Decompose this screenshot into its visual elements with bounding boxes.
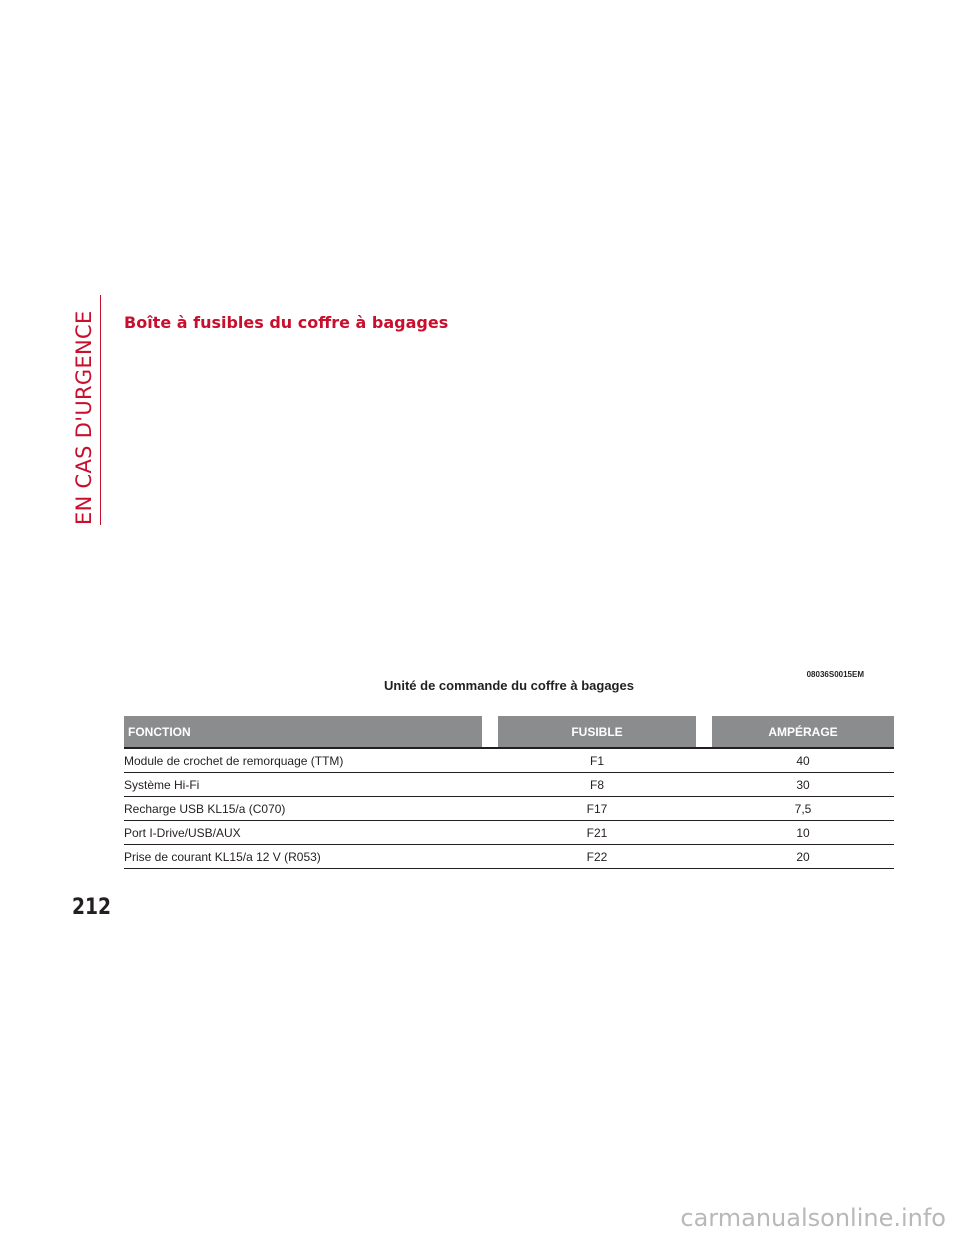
cell-amperage: 40 bbox=[712, 749, 894, 773]
cell-function: Recharge USB KL15/a (C070) bbox=[124, 797, 482, 821]
cell-gap bbox=[482, 797, 498, 821]
table-row bbox=[124, 797, 894, 821]
section-title: Boîte à fusibles du coffre à bagages bbox=[124, 313, 449, 332]
watermark-text: carmanualsonline.info bbox=[680, 1204, 946, 1232]
cell-gap bbox=[696, 821, 712, 845]
cell-function: Prise de courant KL15/a 12 V (R053) bbox=[124, 845, 482, 869]
header-amperage: AMPÉRAGE bbox=[712, 716, 894, 749]
chapter-side-label: EN CAS D'URGENCE bbox=[72, 295, 101, 525]
cell-fuse: F22 bbox=[498, 845, 696, 869]
cell-fuse: F17 bbox=[498, 797, 696, 821]
header-gap bbox=[482, 716, 498, 749]
header-gap bbox=[696, 716, 712, 749]
cell-gap bbox=[482, 845, 498, 869]
figure-caption: Unité de commande du coffre à bagages bbox=[384, 678, 634, 693]
cell-fuse: F21 bbox=[498, 821, 696, 845]
figure-image-area bbox=[124, 345, 894, 665]
fuse-table bbox=[124, 716, 894, 869]
cell-gap bbox=[482, 773, 498, 797]
cell-gap bbox=[696, 797, 712, 821]
cell-function: Système Hi-Fi bbox=[124, 773, 482, 797]
cell-amperage: 30 bbox=[712, 773, 894, 797]
cell-amperage: 20 bbox=[712, 845, 894, 869]
cell-function: Port I-Drive/USB/AUX bbox=[124, 821, 482, 845]
cell-gap bbox=[696, 773, 712, 797]
cell-amperage: 10 bbox=[712, 821, 894, 845]
cell-gap bbox=[482, 821, 498, 845]
header-fuse: FUSIBLE bbox=[498, 716, 696, 749]
table-row bbox=[124, 845, 894, 869]
cell-amperage: 7,5 bbox=[712, 797, 894, 821]
cell-gap bbox=[696, 845, 712, 869]
cell-gap bbox=[696, 749, 712, 773]
page-number: 212 bbox=[72, 895, 112, 920]
figure-code: 08036S0015EM bbox=[806, 670, 864, 679]
header-function: FONCTION bbox=[124, 716, 482, 749]
table-row bbox=[124, 821, 894, 845]
cell-fuse: F1 bbox=[498, 749, 696, 773]
cell-fuse: F8 bbox=[498, 773, 696, 797]
table-header-row bbox=[124, 716, 894, 749]
table-row bbox=[124, 773, 894, 797]
table-row bbox=[124, 749, 894, 773]
cell-gap bbox=[482, 749, 498, 773]
cell-function: Module de crochet de remorquage (TTM) bbox=[124, 749, 482, 773]
